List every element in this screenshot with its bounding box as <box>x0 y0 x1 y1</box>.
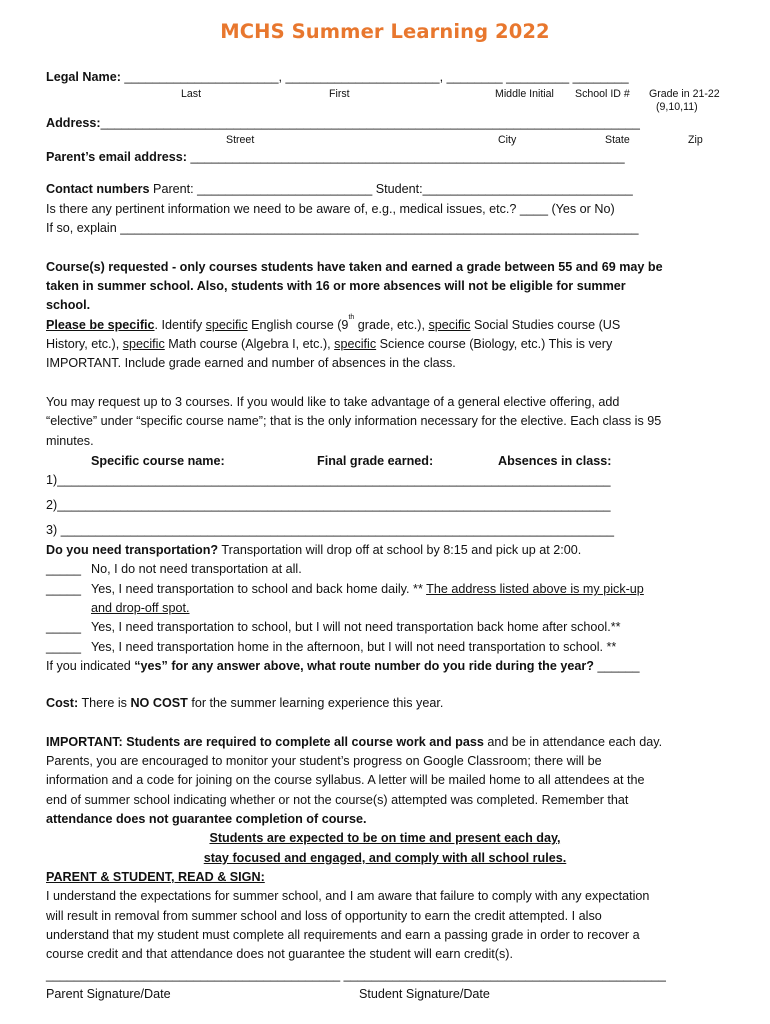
courses-requested-line-3: school. <box>46 298 91 312</box>
agreement-line-1: I understand the expectations for summer school, and I am aware that failure to comply with any expectation <box>46 889 650 903</box>
contact-numbers-blanks[interactable]: Parent: _________________________ Student:______________________________ <box>149 182 633 196</box>
pickup-note-cont: and drop-off spot. <box>91 601 190 615</box>
legal-name-label: Legal Name: <box>46 70 121 84</box>
cost-line <box>46 696 443 711</box>
text-span: History, etc.), <box>46 337 123 351</box>
middle-initial-caption: Middle Initial <box>495 88 554 100</box>
grade-caption: Grade in 21-22 <box>649 88 720 100</box>
route-number-blank[interactable]: ______ <box>594 659 640 673</box>
address-label: Address: <box>46 116 101 130</box>
column-header-course: Specific course name: <box>91 454 225 468</box>
courses-requested-line-1: Course(s) requested - only courses students have taken and earned a grade between 55 and 69 may be <box>46 260 663 274</box>
read-and-sign-heading: PARENT & STUDENT, READ & SIGN: <box>46 870 265 884</box>
text-span: NO COST <box>130 696 188 710</box>
column-header-absences: Absences in class: <box>498 454 612 468</box>
page-title: MCHS Summer Learning 2022 <box>220 20 550 43</box>
text-span: Science course (Biology, etc.) This is very <box>376 337 613 351</box>
expectations-line-1 <box>0 831 770 846</box>
important-line-5: attendance does not guarantee completion of course. <box>46 812 367 826</box>
zip-caption: Zip <box>688 134 703 146</box>
contact-numbers-label: Contact numbers <box>46 182 150 196</box>
text-span: . Identify <box>154 318 206 332</box>
request-line-3: minutes. <box>46 434 94 448</box>
city-caption: City <box>498 134 517 146</box>
text-span: English course (9 <box>247 318 349 332</box>
text-span: Transportation will drop off at school by 8:15 and pick up at 2:00. <box>218 543 582 557</box>
pickup-note: The address listed above is my pick-up <box>426 582 644 596</box>
cost-label: Cost: <box>46 696 79 710</box>
important-line-1 <box>46 735 662 750</box>
important-line-3: information and a code for joining on the course syllabus. A letter will be mailed home to all attendees at the <box>46 773 645 787</box>
text-span: Social Studies course (US <box>470 318 621 332</box>
transport-option-3: Yes, I need transportation to school, but I will not need transportation back home after school.** <box>91 620 621 634</box>
text-span: There is <box>78 696 131 710</box>
route-number-question <box>46 659 640 674</box>
course-row-3[interactable]: 3) _______________________________________________________________________________ <box>46 523 615 537</box>
text-span: and be in attendance each day. <box>483 735 663 749</box>
student-signature-caption: Student Signature/Date <box>359 987 490 1001</box>
text-span: Math course (Algebra I, etc.), <box>164 337 335 351</box>
specific-underlined: specific <box>205 318 248 332</box>
street-caption: Street <box>226 134 255 146</box>
column-header-grade: Final grade earned: <box>317 454 434 468</box>
be-specific-line-3: IMPORTANT. Include grade earned and number of absences in the class. <box>46 356 456 370</box>
request-line-2: “elective” under “specific course name”; that is the only information necessary for the elective. Each class is 95 <box>46 414 662 428</box>
course-row-1[interactable]: 1)_______________________________________________________________________________ <box>46 473 611 487</box>
transport-option-3-blank[interactable]: _____ <box>46 620 82 634</box>
be-specific-line-1 <box>46 314 621 333</box>
transport-option-1: No, I do not need transportation at all. <box>91 562 302 576</box>
signature-lines[interactable]: __________________________________________ ______________________________________________ <box>46 968 666 982</box>
school-id-caption: School ID # <box>575 88 630 100</box>
text-span: If you indicated <box>46 659 135 673</box>
superscript: th <box>348 314 355 321</box>
specific-underlined: specific <box>122 337 165 351</box>
text-span: Students are expected to be on time and present each day, <box>209 831 561 845</box>
state-caption: State <box>605 134 630 146</box>
transport-option-4: Yes, I need transportation home in the afternoon, but I will not need transportation to school. ** <box>91 640 617 654</box>
text-span: for the summer learning experience this year. <box>187 696 444 710</box>
specific-underlined: specific <box>428 318 471 332</box>
last-caption: Last <box>181 88 202 100</box>
course-row-2[interactable]: 2)_______________________________________________________________________________ <box>46 498 611 512</box>
legal-name-blank[interactable]: ______________________, ______________________, ________ _________ ________ <box>124 70 629 84</box>
transport-option-2 <box>91 582 644 597</box>
text-span: Yes, I need transportation to school and back home daily. ** <box>91 582 427 596</box>
parent-email-blank[interactable]: ______________________________________________________________ <box>190 150 625 164</box>
agreement-line-2: will result in removal from summer school and loss of opportunity to earn the credit attempted. I also <box>46 909 602 923</box>
be-specific-line-2 <box>46 337 612 352</box>
explain-line[interactable]: If so, explain __________________________________________________________________________ <box>46 221 639 235</box>
grade-range-caption: (9,10,11) <box>656 101 698 113</box>
important-line-2: Parents, you are encouraged to monitor your student’s progress on Google Classroom; there will be <box>46 754 602 768</box>
contact-numbers-row <box>46 182 633 197</box>
expectations-line-2 <box>0 851 770 866</box>
text-span: grade, etc.), <box>354 318 429 332</box>
agreement-line-3: understand that my student must complete all requirements and earn a passing grade in order to recover a <box>46 928 640 942</box>
transportation-label: Do you need transportation? <box>46 543 219 557</box>
important-line-4: end of summer school indicating whether or not the course(s) attempted was completed. Remember that <box>46 793 629 807</box>
text-span: IMPORTANT: Students are required to complete all course work and pass <box>46 735 484 749</box>
parent-email-row <box>46 150 625 165</box>
be-specific-heading: Please be specific <box>46 318 155 332</box>
transport-option-1-blank[interactable]: _____ <box>46 562 82 576</box>
parent-email-label: Parent’s email address: <box>46 150 187 164</box>
text-span: stay focused and engaged, and comply with all school rules. <box>203 851 567 865</box>
request-line-1: You may request up to 3 courses. If you would like to take advantage of a general elective offering, add <box>46 395 620 409</box>
first-caption: First <box>329 88 350 100</box>
transport-option-4-blank[interactable]: _____ <box>46 640 82 654</box>
specific-underlined: specific <box>334 337 377 351</box>
pertinent-info-question[interactable]: Is there any pertinent information we need to be aware of, e.g., medical issues, etc.? ____ (Yes or No) <box>46 202 615 216</box>
agreement-line-4: course credit and that attendance does not guarantee the student will earn credit(s). <box>46 947 513 961</box>
legal-name-row <box>46 70 629 85</box>
parent-signature-caption: Parent Signature/Date <box>46 987 171 1001</box>
address-row <box>46 116 640 131</box>
transportation-question <box>46 543 581 558</box>
text-span: “yes” for any answer above, what route number do you ride during the year? <box>134 659 594 673</box>
courses-requested-line-2: taken in summer school. Also, students with 16 or more absences will not be eligible for summer <box>46 279 626 293</box>
address-blank[interactable]: _____________________________________________________________________________ <box>100 116 640 130</box>
transport-option-2-blank[interactable]: _____ <box>46 582 82 596</box>
